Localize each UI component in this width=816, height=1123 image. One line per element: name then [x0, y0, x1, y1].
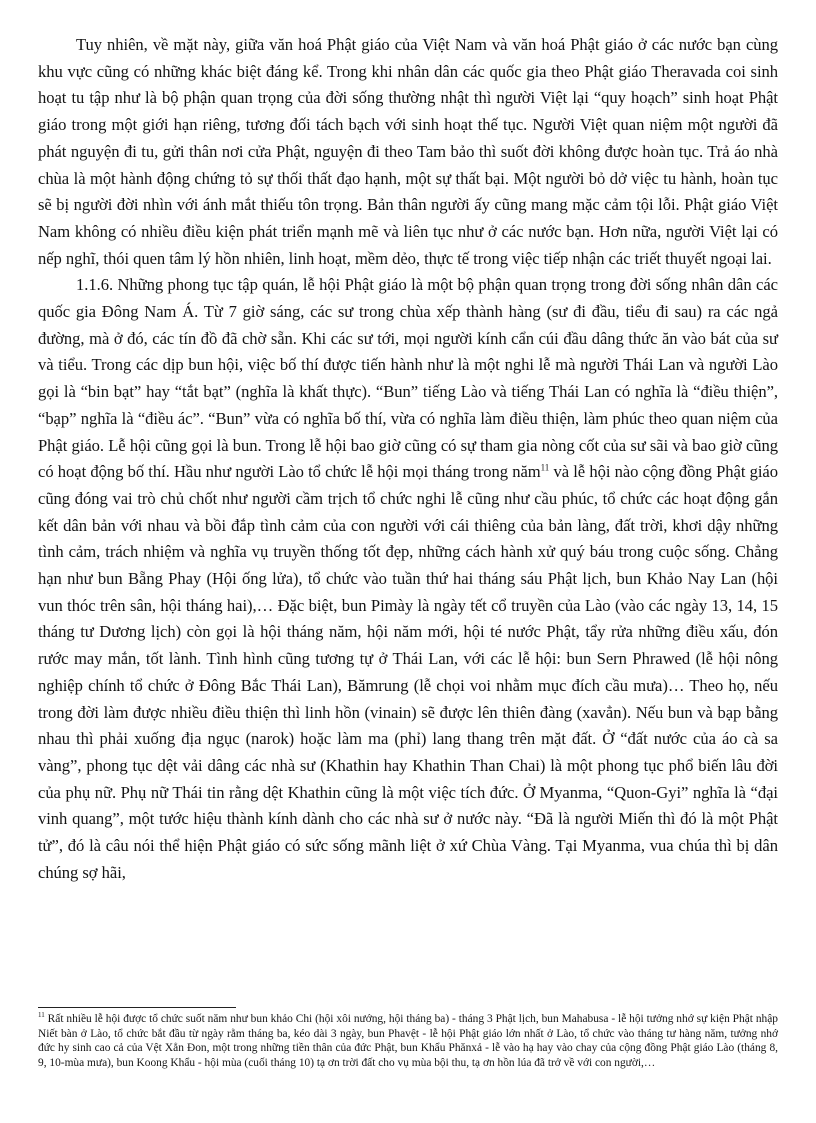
- footnote: [38, 1012, 778, 1070]
- footnote-reference[interactable]: 11: [540, 462, 550, 473]
- paragraph-2: [38, 272, 778, 886]
- footnote-divider: [38, 1007, 236, 1008]
- paragraph-1: Tuy nhiên, về mặt này, giữa văn hoá Phật giáo của Việt Nam và văn hoá Phật giáo ở các nước bạn cùng khu vực cũng có những khác biệt đáng kể. Trong khi nhân dân các quốc gia theo Phật giáo Theravada coi sinh hoạt tu tập như là bộ phận quan trọng của đời sống thường nhật thì người Việt lại “quy hoạch” sinh hoạt Phật giáo trong một giới hạn riêng, tương đối tách bạch với sinh hoạt thế tục. Người Việt quan niệm một người đã phát nguyện đi tu, gửi thân nơi cửa Phật, nguyện đi theo Tam bảo thì suốt đời không được hoàn tục. Trả áo nhà chùa là một hành động chứng tỏ sự thối thất đạo hạnh, một sự thất bại. Một người bỏ dở việc tu hành, hoàn tục sẽ bị người đời nhìn với ánh mắt thiếu tôn trọng. Bản thân người ấy cũng mang mặc cảm tội lỗi. Phật giáo Việt Nam không có nhiều điều kiện phát triển mạnh mẽ và liên tục như ở các nước bạn. Hơn nữa, người Việt lại có nếp nghĩ, thói quen tâm lý hồn nhiên, linh hoạt, mềm dẻo, thực tế trong việc tiếp nhận các triết thuyết ngoại lai.: [38, 35, 778, 268]
- paragraph-2-part-1: 1.1.6. Những phong tục tập quán, lễ hội Phật giáo là một bộ phận quan trọng trong đời sống nhân dân các quốc gia Đông Nam Á. Từ 7 giờ sáng, các sư trong chùa xếp thành hàng (sư đi đầu, tiểu đi sau) ra các ngả đường, mà ở đó, các tín đồ đã chờ sẵn. Khi các sư tới, mọi người kính cẩn cúi đầu dâng thức ăn vào bát của sư và tiểu. Trong các dịp bun hội, việc bố thí được tiến hành như là một nghi lễ mà người Thái Lan và người Lào gọi là “bin bạt” hay “tắt bạt” (nghĩa là khất thực). “Bun” tiếng Lào và tiếng Thái Lan có nghĩa là “điều thiện”, “bạp” nghĩa là “điều ác”. “Bun” vừa có nghĩa bố thí, vừa có nghĩa làm điều thiện, làm phúc theo quan niệm của Phật giáo. Lễ hội cũng gọi là bun. Trong lễ hội bao giờ cũng có sự tham gia nòng cốt của sư sãi và bao giờ cũng có hoạt động bố thí. Hầu như người Lào tổ chức lễ hội mọi tháng trong năm: [38, 275, 778, 482]
- document-page: [38, 32, 778, 887]
- footnote-number: 11: [38, 1011, 45, 1020]
- paragraph-2-part-2: và lễ hội nào cộng đồng Phật giáo cũng đóng vai trò chủ chốt như người cầm trịch tổ chức nghi lễ cũng như cầu phúc, tổ chức các hoạt động gắn kết dân bản với nhau và bồi đắp tình cảm của con người với cái thiêng của bản làng, đất trời, khơi dậy những tình cảm, trách nhiệm và nghĩa vụ truyền thống tốt đẹp, những cách hành xử quý báu trong cuộc sống. Chẳng hạn như bun Bẵng Phay (Hội ống lửa), tổ chức vào tuần thứ hai tháng sáu Phật lịch, bun Khảo Nay Lan (hội vun thóc trên sân, hội tháng hai),… Đặc biệt, bun Pimày là ngày tết cổ truyền của Lào (vào các ngày 13, 14, 15 tháng tư Dương lịch) còn gọi là hội tháng năm, hội năm mới, hội té nước Phật, tẩy rửa những điều xấu, đón rước may mắn, tốt lành. Tình hình cũng tương tự ở Thái Lan, với các lễ hội: bun Sern Phrawed (lễ hội nông nghiệp chính tổ chức ở Đông Bắc Thái Lan), Bămrung (lễ chọi voi nhằm mục đích cầu mưa)… Theo họ, nếu trong đời làm được nhiều điều thiện thì linh hồn (vinain) sẽ được lên thiên đàng (xavẳn). Nếu bun và bạp bằng nhau thì phải xuống địa ngục (narok) hoặc làm ma (phỉ) lang thang trên mặt đất. Ở “đất nước của áo cà sa vàng”, phong tục dệt vải dâng các nhà sư (Khathin hay Khathin Than Chai) là một phong tục phổ biến lâu đời của phụ nữ. Phụ nữ Thái tin rằng dệt Khathin cũng là một việc tích đức. Ở Myanma, “Quon-Gyi” nghĩa là “đại vinh quang”, một tước hiệu thành kính dành cho các nhà sư ở nước này. “Đã là người Miến thì đó là một Phật tử”, đó là câu nói thể hiện Phật giáo có sức sống mãnh liệt ở xứ Chùa Vàng. Tại Myanma, vua chúa thì bị dân chúng sợ hãi,: [38, 462, 778, 882]
- footnote-text: Rất nhiều lễ hội được tổ chức suốt năm như bun khảo Chi (hội xôi nướng, hội tháng ba) - tháng 3 Phật lịch, bun Mahabusa - lễ hội tưởng nhớ sự kiện Phật nhập Niết bàn ở Lào, tổ chức bắt đầu từ ngày rằm tháng ba, kéo dài 3 ngày, bun Phavệt - lễ hội Phật giáo lớn nhất ở Lào, tổ chức vào tháng tư hàng năm, tưởng nhớ đức hy sinh cao cả của Vệt Xẳn Đon, một trong những tiền thân của đức Phật, bun Khẩu Phănxả - lễ vào hạ hay vào chay của cộng đồng Phật giáo Lào (tháng 8, 9, 10-mùa mưa), bun Koong Khẩu - hội mùa (cuối tháng 10) tạ ơn trời đất cho vụ mùa bội thu, tạ ơn hồn lúa đã trở về với con người,…: [38, 1013, 778, 1069]
